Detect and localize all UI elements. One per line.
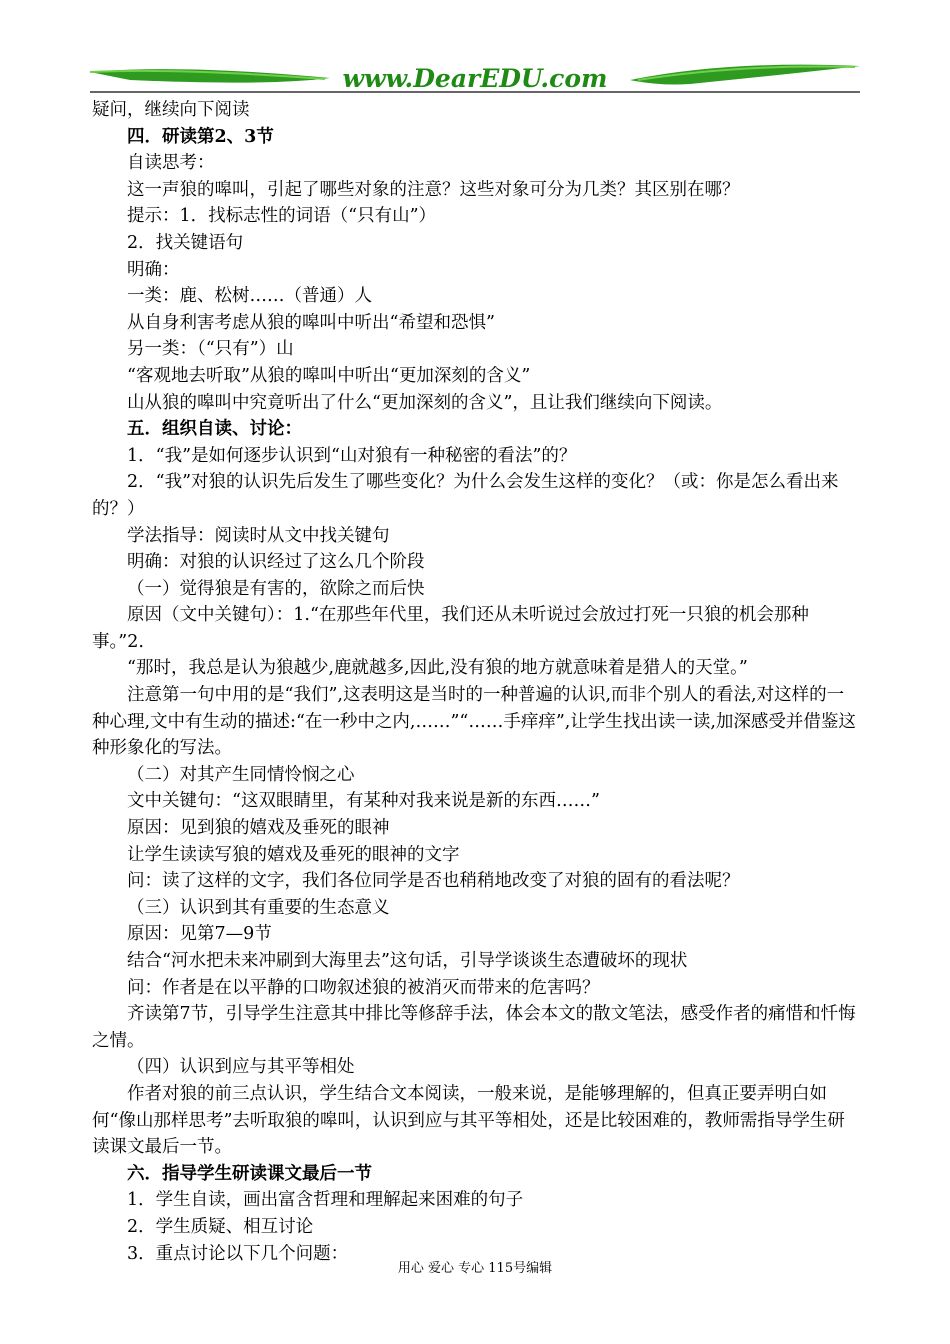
paragraph: 这一声狼的嗥叫，引起了哪些对象的注意？这些对象可分为几类？其区别在哪？ <box>127 179 740 200</box>
paragraph: 明确： <box>127 259 180 280</box>
page-footer: 用心 爱心 专心 115号编辑 <box>397 1261 553 1276</box>
paragraph: 提示：1．找标志性的词语（“只有山”） <box>127 206 437 227</box>
paragraph: （三）认识到其有重要的生态意义 <box>127 897 390 918</box>
paragraph: 齐读第7节，引导学生注意其中排比等修辞手法，体会本文的散文笔法，感受作者的痛惜和忏悔之情。 <box>92 1004 856 1051</box>
paragraph: 作者对狼的前三点认识，学生结合文本阅读，一般来说，是能够理解的，但真正要弄明白如何“像山那样思考”去听取狼的嗥叫，认识到应与其平等相处，还是比较困难的，教师需指导学生研读课文最后一节。 <box>92 1083 845 1158</box>
site-header-banner <box>90 58 860 94</box>
paragraph: （二）对其产生同情怜悯之心 <box>127 764 355 785</box>
paragraph: 明确：对狼的认识经过了这么几个阶段 <box>127 552 425 573</box>
paragraph: 文中关键句：“这双眼睛里，有某种对我来说是新的东西……” <box>127 791 600 812</box>
paragraph: 山从狼的嗥叫中究竟听出了什么“更加深刻的含义”，且让我们继续向下阅读。 <box>127 392 723 413</box>
section-heading: 四．研读第2、3节 <box>127 126 274 147</box>
paragraph: 原因（文中关键句）：1.“在那些年代里，我们还从未听说过会放过打死一只狼的机会那种事。”2. <box>92 605 809 652</box>
paragraph: “那时，我总是认为狼越少,鹿就越多,因此,没有狼的地方就意味着是猎人的天堂。” <box>127 658 748 679</box>
paragraph: 问：作者是在以平静的口吻叙述狼的被消灭而带来的危害吗？ <box>127 977 600 998</box>
document-body <box>92 97 860 1267</box>
paragraph: 疑问，继续向下阅读 <box>92 100 250 120</box>
paragraph: （一）觉得狼是有害的，欲除之而后快 <box>127 578 425 599</box>
paragraph: 从自身利害考虑从狼的嗥叫中听出“希望和恐惧” <box>127 312 495 333</box>
paragraph: 让学生读读写狼的嬉戏及垂死的眼神的文字 <box>127 844 460 865</box>
paragraph: 问：读了这样的文字，我们各位同学是否也稍稍地改变了对狼的固有的看法呢？ <box>127 871 740 892</box>
paragraph: 注意第一句中用的是“我们”,这表明这是当时的一种普遍的认识,而非个别人的看法,对这样的一种心理,文中有生动的描述:“在一秒中之内,……”“……手痒痒”,让学生找出读一读,加深感受并借鉴这种形象化的写法。 <box>92 685 856 759</box>
paragraph: 结合“河水把未来冲刷到大海里去”这句话，引导学谈谈生态遭破坏的现状 <box>127 951 688 971</box>
section-heading: 六．指导学生研读课文最后一节 <box>127 1163 372 1184</box>
paragraph: （四）认识到应与其平等相处 <box>127 1057 355 1078</box>
paragraph: 原因：见第7—9节 <box>127 924 272 945</box>
paragraph: 自读思考： <box>127 153 215 174</box>
paragraph: 学法指导：阅读时从文中找关键句 <box>127 525 390 546</box>
paragraph: “客观地去听取”从狼的嗥叫中听出“更加深刻的含义” <box>127 365 531 386</box>
site-logo-text: www.DearEDU.com <box>342 64 608 93</box>
paragraph: 一类：鹿、松树……（普通）人 <box>127 286 372 307</box>
paragraph: 2．学生质疑、相互讨论 <box>127 1216 314 1237</box>
paragraph: 2．“我”对狼的认识先后发生了哪些变化？为什么会发生这样的变化？（或：你是怎么看出来的？） <box>92 472 839 519</box>
paragraph: 2．找关键语句 <box>127 232 244 253</box>
section-heading: 五．组织自读、讨论： <box>127 419 302 440</box>
paragraph: 另一类：（“只有”）山 <box>127 339 294 360</box>
paragraph: 原因：见到狼的嬉戏及垂死的眼神 <box>127 818 390 839</box>
paragraph: 1．学生自读，画出富含哲理和理解起来困难的句子 <box>127 1190 524 1211</box>
paragraph: 3．重点讨论以下几个问题： <box>127 1243 349 1264</box>
swoosh-banner-graphic <box>90 58 860 94</box>
paragraph: 1．“我”是如何逐步认识到“山对狼有一种秘密的看法”的？ <box>127 445 577 466</box>
